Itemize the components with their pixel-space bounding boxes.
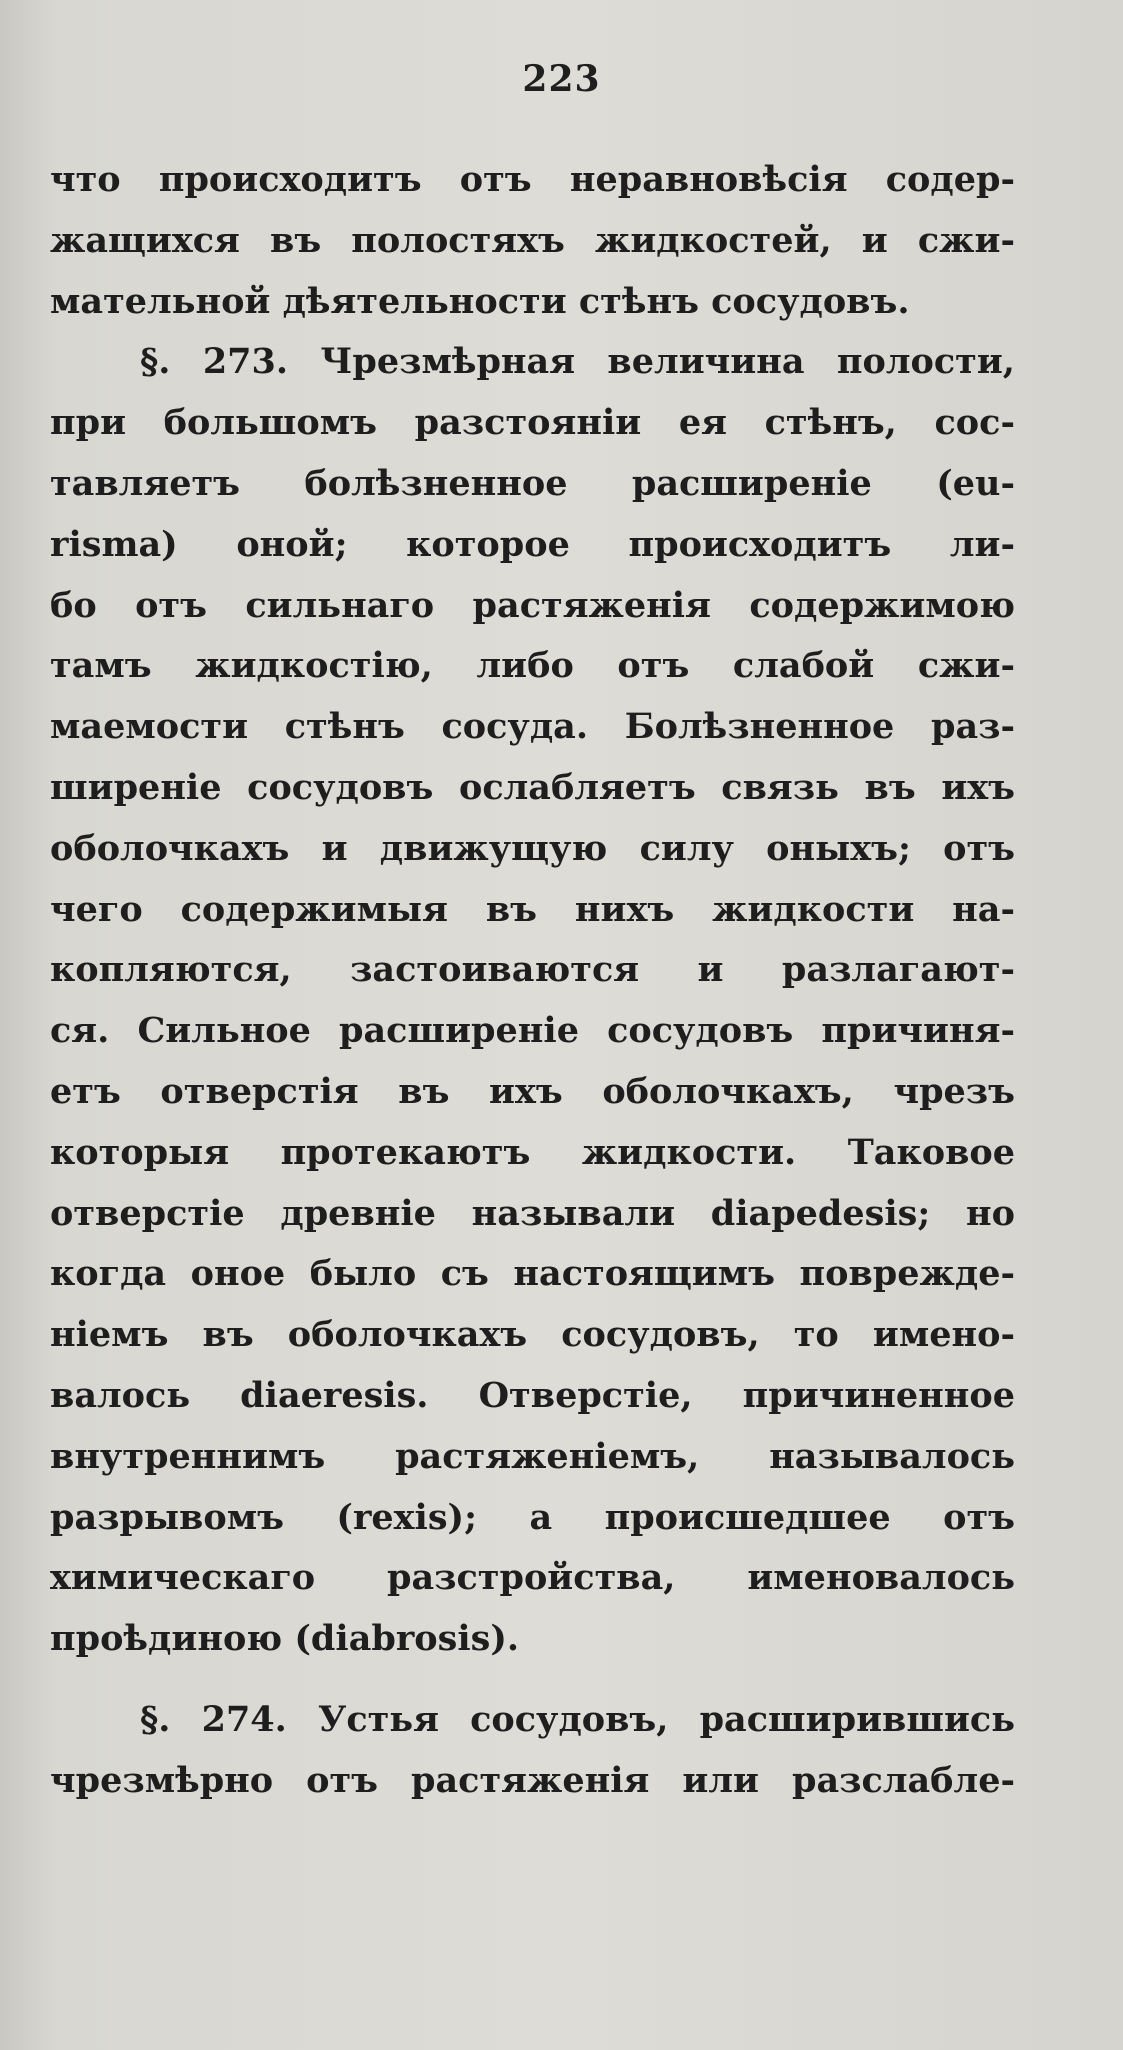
text-line: тамъ жидкостію, либо отъ слабой сжи- [50,645,1015,687]
text-line: етъ отверстія въ ихъ оболочкахъ, чрезъ [50,1070,1015,1112]
text-line: химическаго разстройства, именовалось [50,1557,1015,1599]
text-line: ширеніе сосудовъ ослабляетъ связь въ ихъ [50,766,1015,808]
text-line: внутреннимъ растяженіемъ, называлось [50,1435,1015,1477]
text-line: когда оное было съ настоящимъ поврежде- [50,1253,1015,1295]
text-line: проѣдиною (diabrosis). [50,1618,520,1660]
text-line: при большомъ разстояніи ея стѣнъ, сос- [50,402,1015,444]
text-line: разрывомъ (rexis); а происшедшее отъ [50,1496,1015,1538]
text-line: маемости стѣнъ сосуда. Болѣзненное раз- [50,706,1015,748]
text-line: жащихся въ полостяхъ жидкостей, и сжи- [50,219,1015,261]
paragraph-continuation [50,150,1015,332]
paragraph-gap [50,1670,1015,1690]
text-line: отверстіе древніе называли diapedesis; но [50,1192,1015,1234]
text-line: копляются, застоиваются и разлагают- [50,949,1015,991]
text-line: чего содержимыя въ нихъ жидкости на- [50,888,1015,930]
text-line: что происходитъ отъ неравновѣсія содер- [50,159,1015,200]
text-line: оболочкахъ и движущую силу оныхъ; отъ [50,827,1015,869]
text-line: которыя протекаютъ жидкости. Таковое [50,1131,1015,1173]
text-line: risma) оной; которое происходитъ ли- [50,523,1015,565]
text-line: ніемъ въ оболочкахъ сосудовъ, то имено- [50,1314,1015,1356]
paragraph-section-274 [50,1690,1015,1812]
text-line: бо отъ сильнаго растяженія содержимою [50,584,1015,626]
text-line: мательной дѣятельности стѣнъ сосудовъ. [50,280,910,322]
text-line: §. 273. Чрезмѣрная величина полости, [140,341,1015,383]
text-line: чрезмѣрно отъ растяженія или разслабле- [50,1759,1015,1801]
text-line: тавляетъ болѣзненное расширеніе (eu- [50,462,1015,504]
text-line: §. 274. Устья сосудовъ, расширившись [140,1698,1015,1740]
text-line: валось diaeresis. Отверстіе, причиненное [50,1374,1015,1416]
text-line: ся. Сильное расширеніе сосудовъ причиня- [50,1010,1015,1052]
page-number: 223 [522,58,601,100]
paragraph-section-273 [50,332,1015,1670]
body-text [50,150,1015,1812]
